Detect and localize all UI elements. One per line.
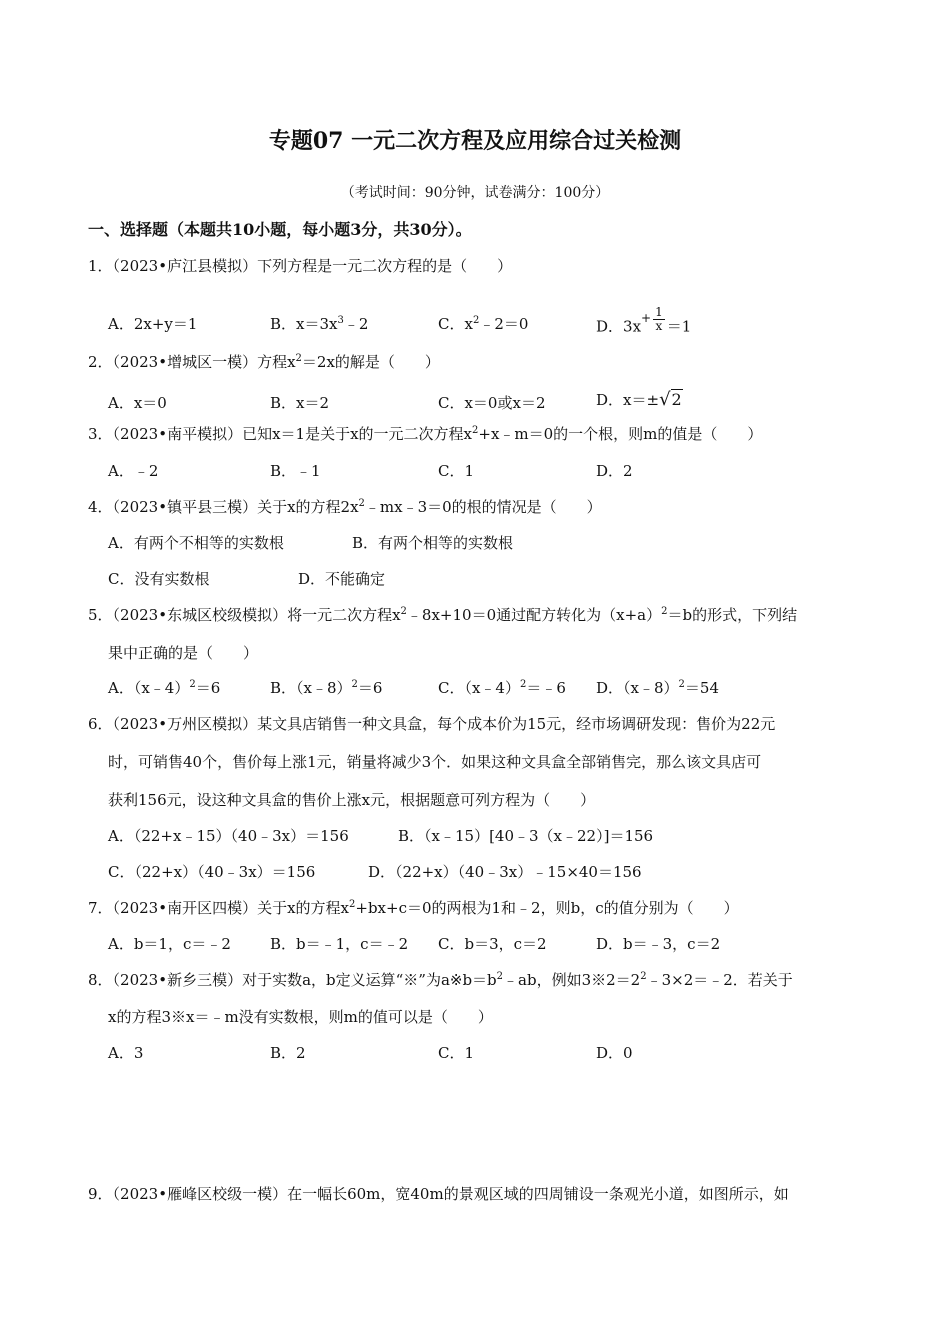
question-9-stem: 9．（2023•雁峰区校级一模）在一幅长60m，宽40m的景观区域的四周铺设一条观光小道，如图所示，如 <box>88 1185 789 1203</box>
q7-option-c: C．b＝3，c＝2 <box>438 935 547 953</box>
sqrt-icon: √ <box>659 389 671 410</box>
question-6-stem-cont: 时，可销售40个，售价每上涨1元，销量将减少3个．如果这种文具盒全部销售完，那么该文具店可 <box>108 753 762 771</box>
q6-option-d: D．（22+x）（40﹣3x）﹣15×40＝156 <box>368 863 642 881</box>
q2-option-c: C．x＝0或x＝2 <box>438 394 546 412</box>
question-7-stem: 7．（2023•南开区四模）关于x的方程$x^2+bx+c=0$的两根为1和﹣2，则b，c的值分别为（ ） <box>88 899 739 917</box>
q3-option-b: B．﹣1 <box>270 462 321 480</box>
q5-option-d: D．（x﹣8）$^2$＝54 <box>596 679 719 697</box>
q5-option-c: C．（x﹣4）$^2$＝﹣6 <box>438 679 566 697</box>
q6-option-a: A．（22+x﹣15）（40﹣3x）＝156 <box>108 827 349 845</box>
question-5-stem-cont: 果中正确的是（ ） <box>108 644 259 662</box>
q1-option-b: B．$x=3x^3﹣2$ <box>270 315 369 333</box>
q7-option-d: D．b＝﹣3，c＝2 <box>596 935 721 953</box>
q4-option-a: A．有两个不相等的实数根 <box>108 534 284 552</box>
question-2-stem: 2．（2023•增城区一模）方程$x^2=2x$的解是（ ） <box>88 353 440 371</box>
q4-option-c: C．没有实数根 <box>108 570 210 588</box>
q4-option-b: B．有两个相等的实数根 <box>352 534 514 552</box>
q4-option-d: D．不能确定 <box>298 570 386 588</box>
q7-option-b: B．b＝﹣1，c＝﹣2 <box>270 935 409 953</box>
question-6-stem-cont2: 获利156元，设这种文具盒的售价上涨x元，根据题意可列方程为（ ） <box>108 791 596 809</box>
question-8-stem-cont: x的方程3※x＝﹣m没有实数根，则m的值可以是（ ） <box>108 1008 493 1026</box>
q8-option-d: D．0 <box>596 1044 633 1062</box>
exam-info: （考试时间：90分钟，试卷满分：100分） <box>340 185 610 201</box>
q8-option-a: A．3 <box>108 1044 144 1062</box>
page-title: 专题07 一元二次方程及应用综合过关检测 <box>268 128 682 154</box>
q5-option-a: A．（x﹣4）$^2$＝6 <box>108 679 221 697</box>
question-8-stem: 8．（2023•新乡三模）对于实数a，b定义运算“※”为$a※b=b^2﹣ab$，例如$3※2=2^2﹣3\times 2=﹣2$．若关于 <box>88 971 793 989</box>
question-5-stem: 5．（2023•东城区校级模拟）将一元二次方程$x^2﹣8x+10=0$通过配方转化为$(x+a)^2=b$的形式，下列结 <box>88 606 798 624</box>
q8-option-c: C．1 <box>438 1044 475 1062</box>
q3-option-d: D．2 <box>596 462 633 480</box>
q6-option-c: C．（22+x）（40﹣3x）＝156 <box>108 863 316 881</box>
q2-option-b: B．x＝2 <box>270 394 330 412</box>
q5-option-b: B．（x﹣8）$^2$＝6 <box>270 679 383 697</box>
question-6-stem: 6．（2023•万州区模拟）某文具店销售一种文具盒，每个成本价为15元，经市场调研发现：售价为22元 <box>88 715 776 733</box>
question-1-stem: 1．（2023•庐江县模拟）下列方程是一元二次方程的是（ ） <box>88 257 513 275</box>
q1-option-a: A．2x+y＝1 <box>108 315 198 333</box>
q8-option-b: B．2 <box>270 1044 306 1062</box>
q1-option-d: D．3x+ $\frac{1}{x}$ ＝1 <box>596 305 692 336</box>
question-4-stem: 4．（2023•镇平县三模）关于x的方程$2x^2﹣mx﹣3=0$的根的情况是（ ） <box>88 498 602 516</box>
section-heading: 一、选择题（本题共10小题，每小题3分，共30分）。 <box>88 220 472 239</box>
question-3-stem: 3．（2023•南平模拟）已知x＝1是关于x的一元二次方程$x^2+x﹣m=0$的一个根，则m的值是（ ） <box>88 425 763 443</box>
q3-option-c: C．1 <box>438 462 475 480</box>
q3-option-a: A．﹣2 <box>108 462 159 480</box>
fraction-1-over-x: $\frac{1}{x}$ <box>655 305 663 333</box>
q6-option-b: B．（x﹣15）[40﹣3（x﹣22）]＝156 <box>398 827 654 845</box>
q2-option-a: A．x＝0 <box>108 394 167 412</box>
q1-option-c: C．$x^2﹣2=0$ <box>438 315 529 333</box>
q2-option-d: D．x＝±√2 <box>596 389 682 410</box>
q7-option-a: A．b＝1，c＝﹣2 <box>108 935 231 953</box>
